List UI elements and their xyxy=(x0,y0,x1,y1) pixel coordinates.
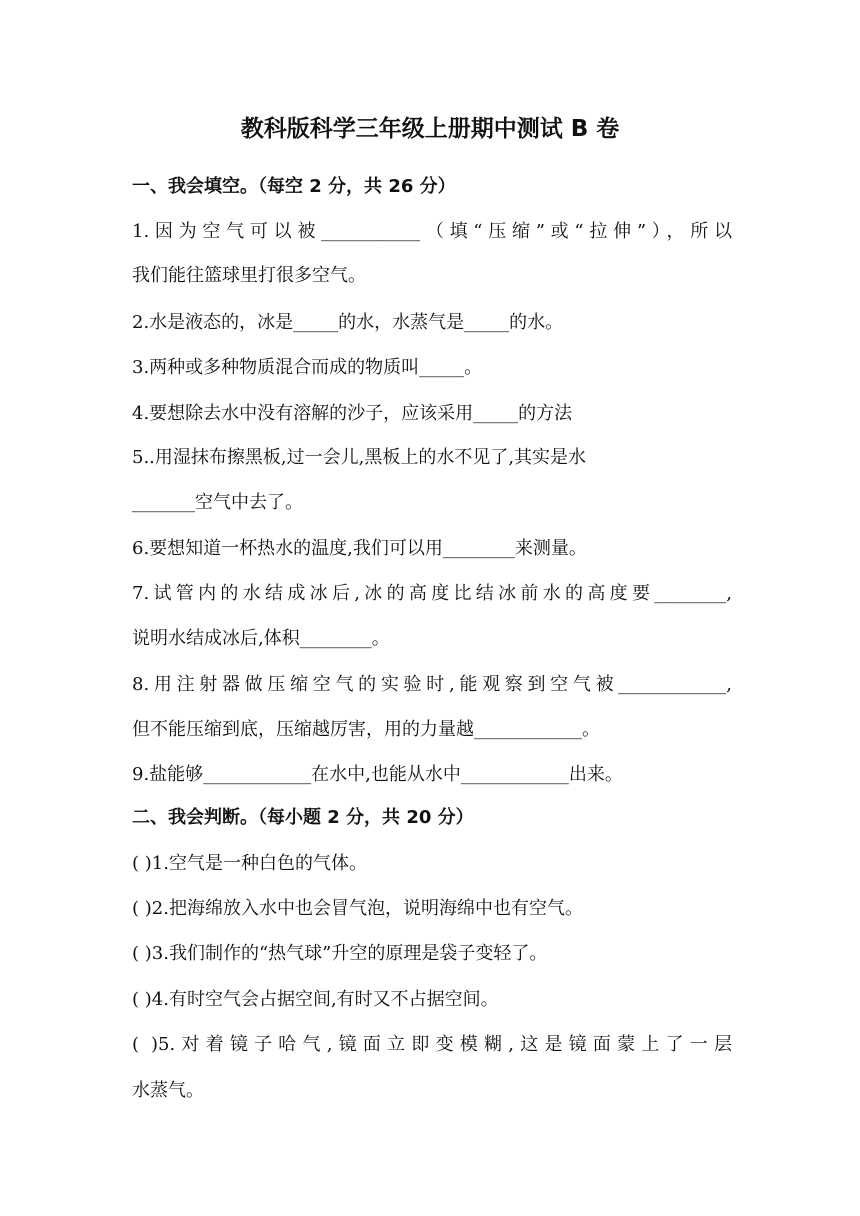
judge-question-3: ( )3.我们制作的“热气球”升空的原理是袋子变轻了。 xyxy=(132,943,548,964)
judge-question-1: ( )1.空气是一种白色的气体。 xyxy=(132,853,367,874)
judge-question-5-line-1: ( )5.对着镜子哈气,镜面立即变模糊,这是镜面蒙上了一层 xyxy=(132,1034,732,1055)
fill-question-7-line-1: 7.试管内的水结成冰后,冰的高度比结冰前水的高度要________, xyxy=(132,583,732,604)
fill-question-9: 9.盐能够____________在水中,也能从水中____________出来。 xyxy=(132,764,623,785)
fill-question-6: 6.要想知道一杯热水的温度,我们可以用________来测量。 xyxy=(132,538,587,559)
judge-question-4: ( )4.有时空气会占据空间,有时又不占据空间。 xyxy=(132,989,499,1010)
section-2-heading: 二、我会判断。（每小题 2 分，共 20 分） xyxy=(132,807,474,828)
section-1-heading: 一、我会填空。（每空 2 分，共 26 分） xyxy=(132,176,456,197)
fill-question-8-line-2: 但不能压缩到底，压缩越厉害，用的力量越____________。 xyxy=(132,719,600,740)
fill-question-5-line-1: 5..用湿抹布擦黑板,过一会儿,黑板上的水不见了,其实是水 xyxy=(132,447,587,468)
exam-title: 教科版科学三年级上册期中测试 B 卷 xyxy=(240,116,620,142)
judge-question-5-line-2: 水蒸气。 xyxy=(132,1080,204,1101)
fill-question-2: 2.水是液态的，冰是_____的水，水蒸气是_____的水。 xyxy=(132,312,564,333)
fill-question-4: 4.要想除去水中没有溶解的沙子，应该采用_____的方法 xyxy=(132,403,573,424)
judge-question-2: ( )2.把海绵放入水中也会冒气泡，说明海绵中也有空气。 xyxy=(132,898,583,919)
fill-question-3: 3.两种或多种物质混合而成的物质叫_____。 xyxy=(132,357,483,378)
fill-question-8-line-1: 8.用注射器做压缩空气的实验时,能观察到空气被____________, xyxy=(132,674,732,695)
fill-question-1-line-2: 我们能往篮球里打很多空气。 xyxy=(132,265,366,286)
fill-question-1-line-1: 1.因为空气可以被___________（填“压缩”或“拉伸”），所以 xyxy=(132,221,732,242)
fill-question-5-line-2: _______空气中去了。 xyxy=(132,492,303,513)
fill-question-7-line-2: 说明水结成冰后,体积________。 xyxy=(132,628,390,649)
